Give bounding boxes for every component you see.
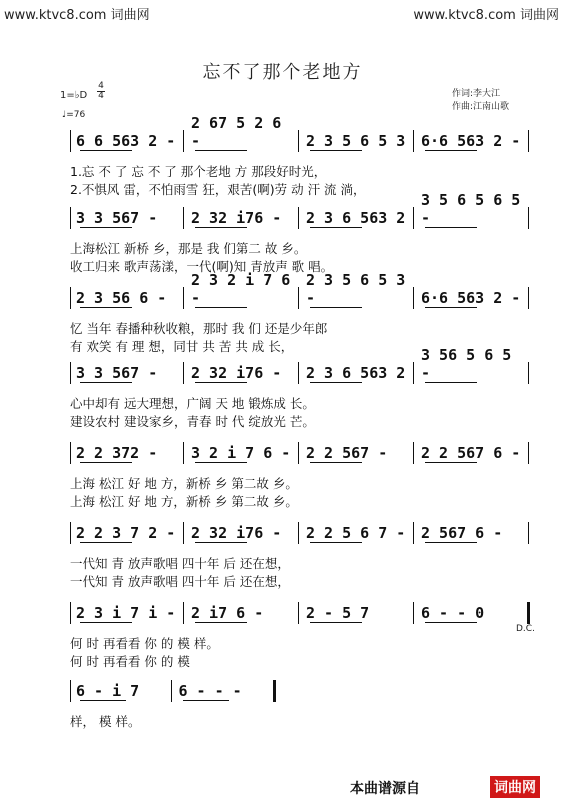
credits bbox=[452, 88, 509, 114]
header-right bbox=[413, 4, 559, 23]
beam-line bbox=[195, 382, 247, 383]
lyric-line: 何 时 再看看 你 的 模 bbox=[70, 654, 190, 669]
beam-line bbox=[425, 462, 477, 463]
beam-line bbox=[310, 307, 362, 308]
beam-line bbox=[195, 622, 247, 623]
barline bbox=[298, 442, 299, 464]
lyric-line: 心中却有 远大理想，广阔 天 地 锻炼成 长。 bbox=[70, 396, 315, 411]
beam-line bbox=[80, 462, 132, 463]
barline-start bbox=[70, 442, 71, 464]
lyric-line: 建设农村 建设家乡，青春 时 代 绽放光 芒。 bbox=[70, 414, 315, 429]
lyric-line: 1.忘 不 了 忘 不 了 那个老地 方 那段好时光， bbox=[70, 164, 327, 179]
barline bbox=[413, 207, 414, 229]
barline bbox=[528, 207, 529, 229]
tempo: ♩=76 bbox=[62, 110, 86, 120]
time-signature bbox=[97, 82, 105, 101]
key-signature bbox=[60, 90, 87, 101]
measure: 2 3 i 7 i - bbox=[76, 600, 177, 623]
barline bbox=[298, 207, 299, 229]
barline bbox=[183, 522, 184, 544]
barline-start bbox=[70, 362, 71, 384]
barline bbox=[413, 602, 414, 624]
lyric-line: 收工归来 歌声荡漾，一代(啊)知 青放声 歌 唱。 bbox=[70, 259, 334, 274]
measure: 3 5 6 5 6 5 - bbox=[421, 191, 521, 227]
measure: 2 32 i76 - bbox=[191, 360, 292, 383]
barline bbox=[413, 130, 414, 152]
barline bbox=[298, 130, 299, 152]
barline bbox=[413, 287, 414, 309]
measure: 2 3 5 6 5 3 - bbox=[306, 271, 406, 307]
beam-line bbox=[80, 227, 132, 228]
barline bbox=[183, 362, 184, 384]
measure: 6 - - 0 bbox=[421, 600, 522, 623]
measure: 6·6 563 2 - bbox=[421, 285, 522, 308]
time-numerator: 4 bbox=[98, 81, 104, 91]
measure: 2 3 6 563 2 bbox=[306, 205, 407, 228]
barline-start bbox=[70, 287, 71, 309]
measure: 2 2 567 - bbox=[306, 440, 407, 463]
measure: 3 3 567 - bbox=[76, 360, 177, 383]
measure: 2 3 56 6 - bbox=[76, 285, 177, 308]
lyric-line: 上海 松江 好 地 方，新桥 乡 第二故 乡。 bbox=[70, 476, 298, 491]
beam-line bbox=[425, 622, 477, 623]
key-label: 1=♭D bbox=[60, 90, 88, 101]
measure: 6 - i 7 bbox=[76, 678, 165, 701]
final-barline bbox=[527, 602, 530, 624]
song-title: 忘不了那个老地方 bbox=[202, 62, 363, 83]
lyric-line: 一代知 青 放声歌唱 四十年 后 还在想， bbox=[70, 556, 290, 571]
beam-line bbox=[310, 227, 362, 228]
beam-line bbox=[195, 542, 247, 543]
measure: 2 3 6 563 2 bbox=[306, 360, 407, 383]
barline bbox=[528, 362, 529, 384]
header-right-url[interactable]: www.ktvc8.com bbox=[413, 8, 516, 23]
measure: 3 2 i 7 6 - bbox=[191, 440, 292, 463]
barline-start bbox=[70, 522, 71, 544]
barline bbox=[528, 442, 529, 464]
measure: 2 2 567 6 - bbox=[421, 440, 522, 463]
header-left-site[interactable]: 词曲网 bbox=[110, 8, 150, 23]
lyric-line: 何 时 再看看 你 的 模 样。 bbox=[70, 636, 219, 651]
beam-line bbox=[183, 700, 229, 701]
beam-line bbox=[195, 150, 247, 151]
footer-logo[interactable]: 词曲网 bbox=[490, 776, 540, 798]
beam-line bbox=[195, 227, 247, 228]
barline bbox=[528, 522, 529, 544]
beam-line bbox=[425, 542, 477, 543]
beam-line bbox=[310, 542, 362, 543]
footer-source: 本曲谱源自 bbox=[350, 781, 420, 797]
measure: 2 - 5 7 bbox=[306, 600, 407, 623]
beam-line bbox=[425, 227, 477, 228]
lyric-line: 上海松江 新桥 乡，那是 我 们第二 故 乡。 bbox=[70, 241, 307, 256]
barline bbox=[298, 602, 299, 624]
beam-line bbox=[80, 307, 132, 308]
barline bbox=[413, 442, 414, 464]
composer: 作曲:江南山歌 bbox=[452, 102, 510, 112]
lyric-line: 忆 当年 春播种秋收粮，那时 我 们 还是少年郎 bbox=[70, 321, 328, 336]
barline bbox=[171, 680, 172, 702]
barline bbox=[183, 442, 184, 464]
beam-line bbox=[310, 622, 362, 623]
barline bbox=[298, 522, 299, 544]
lyric-line: 样， 模 样。 bbox=[70, 714, 141, 729]
barline bbox=[183, 287, 184, 309]
measure: 2 3 2 i 7 6 - bbox=[191, 271, 291, 307]
beam-line bbox=[80, 622, 132, 623]
header-left bbox=[4, 4, 150, 23]
measure: 2 567 6 - bbox=[421, 520, 522, 543]
measure: 2 2 3 7 2 - bbox=[76, 520, 177, 543]
measure: 2 2 372 - bbox=[76, 440, 177, 463]
measure: 6·6 563 2 - bbox=[421, 128, 522, 151]
time-denominator: 4 bbox=[98, 91, 104, 101]
beam-line bbox=[425, 382, 477, 383]
lyric-line: 一代知 青 放声歌唱 四十年 后 还在想， bbox=[70, 574, 290, 589]
beam-line bbox=[310, 382, 362, 383]
measure: 2 2 5 6 7 - bbox=[306, 520, 407, 543]
barline bbox=[528, 130, 529, 152]
barline-start bbox=[70, 130, 71, 152]
beam-line bbox=[195, 307, 247, 308]
lyric-line: 上海 松江 好 地 方，新桥 乡 第二故 乡。 bbox=[70, 494, 298, 509]
beam-line bbox=[80, 150, 132, 151]
barline-start bbox=[70, 680, 71, 702]
measure: 2 67 5 2 6 - bbox=[191, 128, 292, 151]
lyric-line: 有 欢笑 有 理 想，同甘 共 苦 共 成 长， bbox=[70, 339, 294, 354]
measure: 3 3 567 - bbox=[76, 205, 177, 228]
beam-line bbox=[195, 462, 247, 463]
beam-line bbox=[310, 150, 362, 151]
barline-start bbox=[70, 207, 71, 229]
barline bbox=[183, 602, 184, 624]
barline bbox=[273, 680, 276, 702]
barline bbox=[183, 207, 184, 229]
header-right-site[interactable]: 词曲网 bbox=[519, 8, 559, 23]
barline bbox=[413, 362, 414, 384]
lyric-line: 2.不惧风 雷，不怕雨雪 狂，艰苦(啊)劳 动 汗 流 淌， bbox=[70, 182, 366, 197]
beam-line bbox=[80, 382, 132, 383]
measure: 6 6 563 2 - bbox=[76, 128, 177, 151]
beam-line bbox=[80, 700, 126, 701]
beam-line bbox=[310, 462, 362, 463]
barline bbox=[298, 287, 299, 309]
barline bbox=[183, 130, 184, 152]
beam-line bbox=[80, 542, 132, 543]
beam-line bbox=[425, 307, 477, 308]
barline-start bbox=[70, 602, 71, 624]
measure: 2 3 5 6 5 3 bbox=[306, 128, 407, 151]
header-left-url[interactable]: www.ktvc8.com bbox=[4, 8, 107, 23]
dc-marking: D.C. bbox=[516, 624, 535, 634]
lyricist: 作词:李大江 bbox=[452, 89, 501, 99]
barline bbox=[298, 362, 299, 384]
measure: 3 56 5 6 5 - bbox=[421, 360, 522, 383]
barline bbox=[528, 287, 529, 309]
measure: 2 32 i76 - bbox=[191, 520, 292, 543]
beam-line bbox=[425, 150, 477, 151]
barline bbox=[413, 522, 414, 544]
measure: 2 32 i76 - bbox=[191, 205, 292, 228]
measure: 6 - - - bbox=[179, 678, 268, 701]
measure: 2 i7 6 - bbox=[191, 600, 292, 623]
